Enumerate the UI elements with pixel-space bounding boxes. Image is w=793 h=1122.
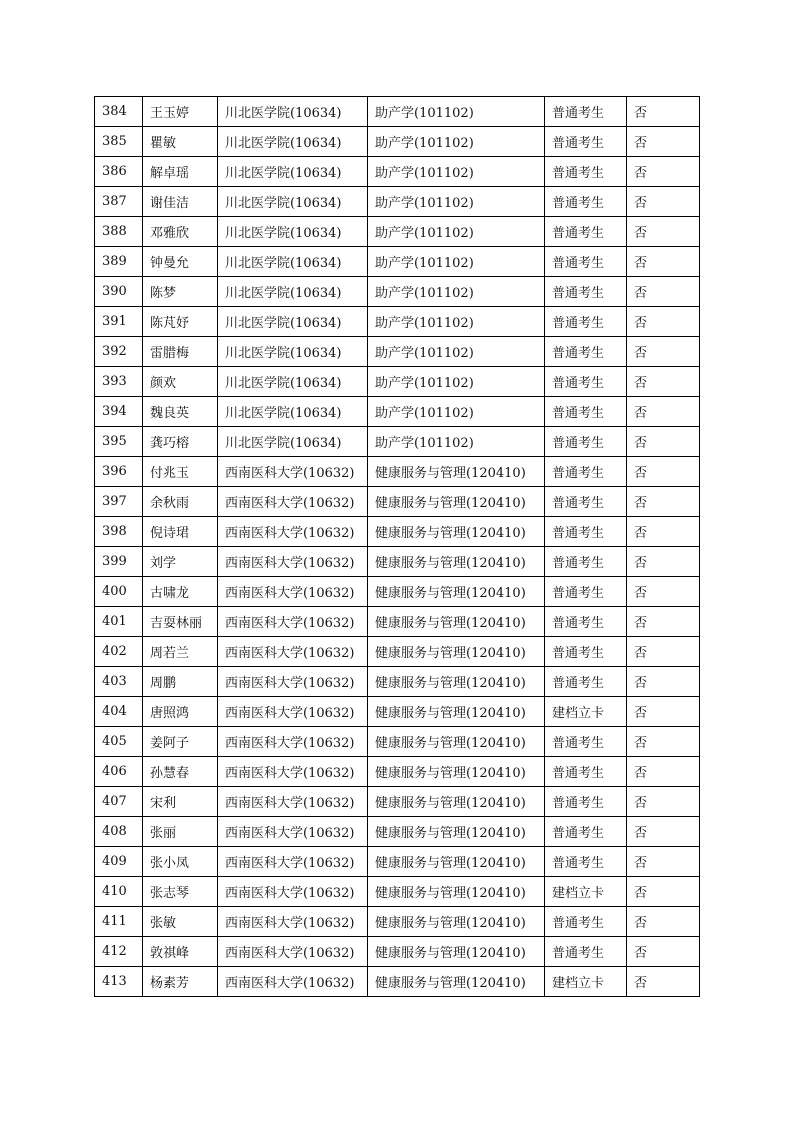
- row-number-cell: 410: [95, 877, 143, 907]
- table-row: [95, 487, 700, 517]
- student-name-cell: 邓雅欣: [143, 217, 218, 247]
- table-row: [95, 187, 700, 217]
- table-row: [95, 337, 700, 367]
- school-cell: 西南医科大学(10632): [218, 547, 368, 577]
- candidate-type-cell: 普通考生: [545, 637, 627, 667]
- table-row: [95, 457, 700, 487]
- flag-cell: 否: [627, 97, 700, 127]
- row-number-cell: 392: [95, 337, 143, 367]
- table-row: [95, 877, 700, 907]
- student-name-cell: 宋利: [143, 787, 218, 817]
- row-number-cell: 404: [95, 697, 143, 727]
- flag-cell: 否: [627, 187, 700, 217]
- school-cell: 西南医科大学(10632): [218, 937, 368, 967]
- student-name-cell: 钟曼允: [143, 247, 218, 277]
- row-number-cell: 407: [95, 787, 143, 817]
- candidate-type-cell: 普通考生: [545, 787, 627, 817]
- row-number-cell: 397: [95, 487, 143, 517]
- table-row: [95, 607, 700, 637]
- row-number-cell: 396: [95, 457, 143, 487]
- student-name-cell: 敦祺峰: [143, 937, 218, 967]
- major-cell: 健康服务与管理(120410): [368, 817, 545, 847]
- candidate-type-cell: 普通考生: [545, 487, 627, 517]
- school-cell: 川北医学院(10634): [218, 247, 368, 277]
- major-cell: 健康服务与管理(120410): [368, 937, 545, 967]
- row-number-cell: 408: [95, 817, 143, 847]
- flag-cell: 否: [627, 487, 700, 517]
- flag-cell: 否: [627, 907, 700, 937]
- major-cell: 助产学(101102): [368, 127, 545, 157]
- major-cell: 健康服务与管理(120410): [368, 577, 545, 607]
- row-number-cell: 402: [95, 637, 143, 667]
- table-row: [95, 517, 700, 547]
- row-number-cell: 385: [95, 127, 143, 157]
- candidate-type-cell: 普通考生: [545, 187, 627, 217]
- flag-cell: 否: [627, 637, 700, 667]
- row-number-cell: 391: [95, 307, 143, 337]
- school-cell: 西南医科大学(10632): [218, 847, 368, 877]
- candidate-type-cell: 普通考生: [545, 517, 627, 547]
- table-row: [95, 397, 700, 427]
- table-row: [95, 127, 700, 157]
- row-number-cell: 395: [95, 427, 143, 457]
- table-row: [95, 937, 700, 967]
- row-number-cell: 386: [95, 157, 143, 187]
- candidate-type-cell: 普通考生: [545, 547, 627, 577]
- student-name-cell: 付兆玉: [143, 457, 218, 487]
- flag-cell: 否: [627, 937, 700, 967]
- student-name-cell: 雷腊梅: [143, 337, 218, 367]
- student-name-cell: 张丽: [143, 817, 218, 847]
- major-cell: 助产学(101102): [368, 187, 545, 217]
- school-cell: 川北医学院(10634): [218, 127, 368, 157]
- major-cell: 健康服务与管理(120410): [368, 907, 545, 937]
- table-row: [95, 817, 700, 847]
- flag-cell: 否: [627, 217, 700, 247]
- major-cell: 健康服务与管理(120410): [368, 757, 545, 787]
- school-cell: 西南医科大学(10632): [218, 967, 368, 997]
- flag-cell: 否: [627, 667, 700, 697]
- student-name-cell: 姜阿子: [143, 727, 218, 757]
- student-name-cell: 解卓瑶: [143, 157, 218, 187]
- flag-cell: 否: [627, 547, 700, 577]
- school-cell: 西南医科大学(10632): [218, 517, 368, 547]
- student-name-cell: 瞿敏: [143, 127, 218, 157]
- flag-cell: 否: [627, 127, 700, 157]
- table-row: [95, 547, 700, 577]
- table-row: [95, 697, 700, 727]
- flag-cell: 否: [627, 307, 700, 337]
- row-number-cell: 390: [95, 277, 143, 307]
- candidate-type-cell: 普通考生: [545, 367, 627, 397]
- row-number-cell: 384: [95, 97, 143, 127]
- school-cell: 西南医科大学(10632): [218, 607, 368, 637]
- major-cell: 助产学(101102): [368, 217, 545, 247]
- student-name-cell: 吉耍林丽: [143, 607, 218, 637]
- candidate-type-cell: 普通考生: [545, 157, 627, 187]
- flag-cell: 否: [627, 847, 700, 877]
- school-cell: 西南医科大学(10632): [218, 637, 368, 667]
- school-cell: 川北医学院(10634): [218, 427, 368, 457]
- table-row: [95, 97, 700, 127]
- row-number-cell: 403: [95, 667, 143, 697]
- row-number-cell: 389: [95, 247, 143, 277]
- major-cell: 健康服务与管理(120410): [368, 637, 545, 667]
- table-row: [95, 847, 700, 877]
- major-cell: 助产学(101102): [368, 157, 545, 187]
- flag-cell: 否: [627, 247, 700, 277]
- major-cell: 健康服务与管理(120410): [368, 847, 545, 877]
- student-name-cell: 古啸龙: [143, 577, 218, 607]
- candidate-type-cell: 普通考生: [545, 817, 627, 847]
- row-number-cell: 394: [95, 397, 143, 427]
- school-cell: 西南医科大学(10632): [218, 877, 368, 907]
- candidate-type-cell: 普通考生: [545, 457, 627, 487]
- major-cell: 健康服务与管理(120410): [368, 967, 545, 997]
- candidate-type-cell: 建档立卡: [545, 877, 627, 907]
- school-cell: 西南医科大学(10632): [218, 457, 368, 487]
- candidate-type-cell: 普通考生: [545, 607, 627, 637]
- candidate-type-cell: 普通考生: [545, 247, 627, 277]
- row-number-cell: 411: [95, 907, 143, 937]
- student-name-cell: 龚巧榕: [143, 427, 218, 457]
- student-name-cell: 张志琴: [143, 877, 218, 907]
- table-row: [95, 307, 700, 337]
- row-number-cell: 409: [95, 847, 143, 877]
- school-cell: 川北医学院(10634): [218, 217, 368, 247]
- row-number-cell: 399: [95, 547, 143, 577]
- flag-cell: 否: [627, 757, 700, 787]
- student-name-cell: 陈芃妤: [143, 307, 218, 337]
- table-row: [95, 217, 700, 247]
- student-name-cell: 周鹏: [143, 667, 218, 697]
- table-row: [95, 787, 700, 817]
- candidate-type-cell: 普通考生: [545, 307, 627, 337]
- flag-cell: 否: [627, 157, 700, 187]
- row-number-cell: 413: [95, 967, 143, 997]
- row-number-cell: 388: [95, 217, 143, 247]
- candidate-type-cell: 普通考生: [545, 847, 627, 877]
- student-name-cell: 陈梦: [143, 277, 218, 307]
- school-cell: 西南医科大学(10632): [218, 697, 368, 727]
- candidate-type-cell: 普通考生: [545, 727, 627, 757]
- candidate-type-cell: 普通考生: [545, 97, 627, 127]
- flag-cell: 否: [627, 427, 700, 457]
- major-cell: 健康服务与管理(120410): [368, 547, 545, 577]
- school-cell: 西南医科大学(10632): [218, 577, 368, 607]
- major-cell: 健康服务与管理(120410): [368, 877, 545, 907]
- major-cell: 健康服务与管理(120410): [368, 517, 545, 547]
- major-cell: 健康服务与管理(120410): [368, 727, 545, 757]
- table-row: [95, 727, 700, 757]
- school-cell: 川北医学院(10634): [218, 367, 368, 397]
- row-number-cell: 393: [95, 367, 143, 397]
- school-cell: 西南医科大学(10632): [218, 907, 368, 937]
- table-row: [95, 967, 700, 997]
- student-name-cell: 刘学: [143, 547, 218, 577]
- major-cell: 健康服务与管理(120410): [368, 457, 545, 487]
- admission-table: [94, 96, 700, 997]
- candidate-type-cell: 普通考生: [545, 127, 627, 157]
- major-cell: 助产学(101102): [368, 247, 545, 277]
- candidate-type-cell: 普通考生: [545, 907, 627, 937]
- school-cell: 川北医学院(10634): [218, 97, 368, 127]
- student-name-cell: 张小凤: [143, 847, 218, 877]
- flag-cell: 否: [627, 817, 700, 847]
- table-row: [95, 667, 700, 697]
- flag-cell: 否: [627, 397, 700, 427]
- flag-cell: 否: [627, 337, 700, 367]
- school-cell: 川北医学院(10634): [218, 307, 368, 337]
- flag-cell: 否: [627, 697, 700, 727]
- flag-cell: 否: [627, 457, 700, 487]
- school-cell: 西南医科大学(10632): [218, 487, 368, 517]
- student-name-cell: 孙慧春: [143, 757, 218, 787]
- school-cell: 西南医科大学(10632): [218, 727, 368, 757]
- candidate-type-cell: 普通考生: [545, 667, 627, 697]
- table-row: [95, 247, 700, 277]
- student-name-cell: 倪诗珺: [143, 517, 218, 547]
- student-name-cell: 颜欢: [143, 367, 218, 397]
- school-cell: 西南医科大学(10632): [218, 667, 368, 697]
- row-number-cell: 400: [95, 577, 143, 607]
- candidate-type-cell: 普通考生: [545, 337, 627, 367]
- major-cell: 助产学(101102): [368, 427, 545, 457]
- school-cell: 川北医学院(10634): [218, 187, 368, 217]
- student-name-cell: 张敏: [143, 907, 218, 937]
- major-cell: 助产学(101102): [368, 337, 545, 367]
- flag-cell: 否: [627, 277, 700, 307]
- student-name-cell: 谢佳洁: [143, 187, 218, 217]
- major-cell: 健康服务与管理(120410): [368, 697, 545, 727]
- row-number-cell: 387: [95, 187, 143, 217]
- student-name-cell: 魏良英: [143, 397, 218, 427]
- major-cell: 健康服务与管理(120410): [368, 787, 545, 817]
- candidate-type-cell: 普通考生: [545, 757, 627, 787]
- school-cell: 川北医学院(10634): [218, 157, 368, 187]
- major-cell: 助产学(101102): [368, 97, 545, 127]
- table-row: [95, 277, 700, 307]
- flag-cell: 否: [627, 967, 700, 997]
- row-number-cell: 401: [95, 607, 143, 637]
- table-row: [95, 577, 700, 607]
- school-cell: 川北医学院(10634): [218, 277, 368, 307]
- student-name-cell: 王玉婷: [143, 97, 218, 127]
- flag-cell: 否: [627, 367, 700, 397]
- major-cell: 健康服务与管理(120410): [368, 667, 545, 697]
- student-name-cell: 杨素芳: [143, 967, 218, 997]
- candidate-type-cell: 普通考生: [545, 427, 627, 457]
- row-number-cell: 406: [95, 757, 143, 787]
- major-cell: 健康服务与管理(120410): [368, 487, 545, 517]
- major-cell: 助产学(101102): [368, 307, 545, 337]
- flag-cell: 否: [627, 787, 700, 817]
- school-cell: 川北医学院(10634): [218, 337, 368, 367]
- row-number-cell: 412: [95, 937, 143, 967]
- candidate-type-cell: 建档立卡: [545, 967, 627, 997]
- student-name-cell: 余秋雨: [143, 487, 218, 517]
- student-name-cell: 周若兰: [143, 637, 218, 667]
- table-row: [95, 637, 700, 667]
- flag-cell: 否: [627, 577, 700, 607]
- candidate-type-cell: 普通考生: [545, 277, 627, 307]
- student-name-cell: 唐照鸿: [143, 697, 218, 727]
- school-cell: 西南医科大学(10632): [218, 757, 368, 787]
- candidate-type-cell: 普通考生: [545, 577, 627, 607]
- major-cell: 助产学(101102): [368, 367, 545, 397]
- major-cell: 助产学(101102): [368, 277, 545, 307]
- major-cell: 助产学(101102): [368, 397, 545, 427]
- candidate-type-cell: 建档立卡: [545, 697, 627, 727]
- school-cell: 西南医科大学(10632): [218, 787, 368, 817]
- table-row: [95, 757, 700, 787]
- candidate-type-cell: 普通考生: [545, 397, 627, 427]
- major-cell: 健康服务与管理(120410): [368, 607, 545, 637]
- table-row: [95, 907, 700, 937]
- table-row: [95, 367, 700, 397]
- flag-cell: 否: [627, 727, 700, 757]
- school-cell: 川北医学院(10634): [218, 397, 368, 427]
- flag-cell: 否: [627, 517, 700, 547]
- flag-cell: 否: [627, 607, 700, 637]
- table-body: [95, 97, 700, 997]
- row-number-cell: 405: [95, 727, 143, 757]
- candidate-type-cell: 普通考生: [545, 217, 627, 247]
- row-number-cell: 398: [95, 517, 143, 547]
- candidate-type-cell: 普通考生: [545, 937, 627, 967]
- school-cell: 西南医科大学(10632): [218, 817, 368, 847]
- flag-cell: 否: [627, 877, 700, 907]
- table-row: [95, 157, 700, 187]
- table-row: [95, 427, 700, 457]
